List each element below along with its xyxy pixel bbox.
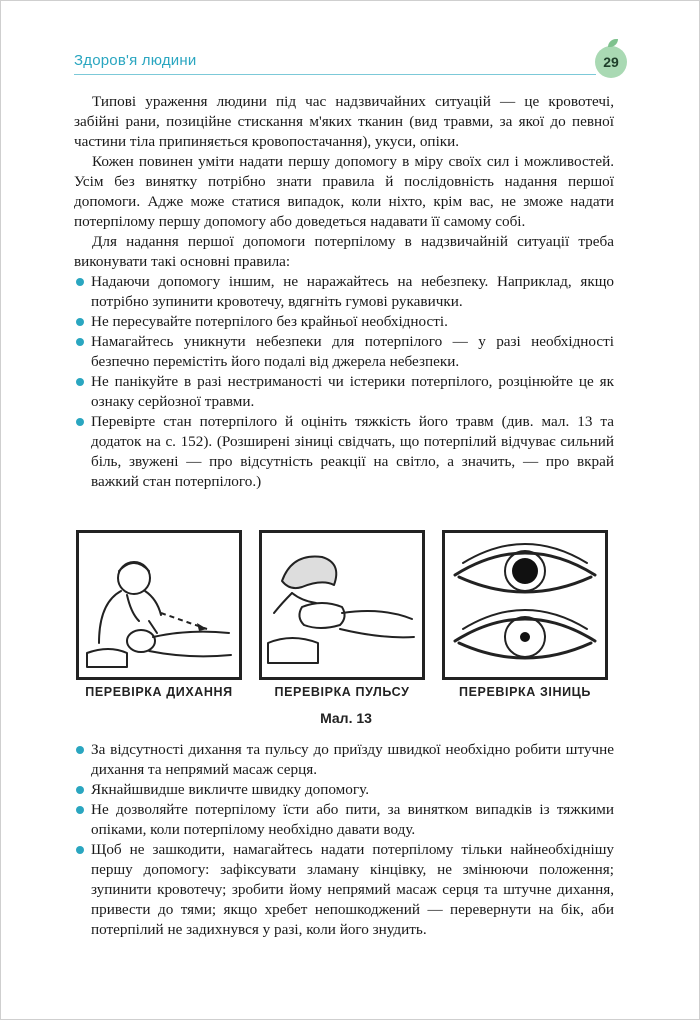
bullet-icon <box>76 378 84 386</box>
eyes-icon <box>445 533 605 677</box>
bullet-icon <box>76 418 84 426</box>
paragraph: Кожен повинен уміти надати першу допомогу в міру своїх сил і можливостей. Усім без винятку потрібно знати правила й послідовність надання першої допомоги. Адже може статися випадок, коли ніхто, крім вас, не зможе надати потерпілому першу допомогу або доведеться надавати її самому собі. <box>74 153 614 230</box>
list-item: Щоб не зашкодити, намагайтесь надати потерпілому тільки найнеобхіднішу першу допомогу: зафіксувати зламану кінцівку, не змінюючи положення; зупинити кровотечу; зробити йому непрямий масаж серця та штучне дихання, привести до тями; якщо хребет непошкоджений — перевернути на бік, аби потерпілий не задихнувся у разі, коли його знудить. <box>74 840 614 940</box>
rules-list-continued <box>74 740 614 940</box>
bullet-icon <box>76 846 84 854</box>
breathing-check-icon <box>79 533 239 677</box>
breathing-check-illustration <box>76 530 242 680</box>
page-header <box>74 40 634 76</box>
list-item: Намагайтесь уникнути небезпеки для потерпілого — у разі необхідності безпечно перемістіть його подалі від джерела небезпеки. <box>74 332 614 372</box>
figure-13 <box>76 530 636 740</box>
list-item: Надаючи допомогу іншим, не наражайтесь на небезпеку. Наприклад, якщо потрібно зупинити кровотечу, вдягніть гумові рукавички. <box>74 272 614 312</box>
list-item: Перевірте стан потерпілого й оцініть тяжкість його травм (див. мал. 13 та додаток на с. 152). (Розширені зіниці свідчать, що потерпілий відчуває сильний біль, звужені — про відсутність реакції на світло, а значить, — про вкрай важкий стан потерпілого.) <box>74 412 614 492</box>
figure-label-breathing: ПЕРЕВІРКА ДИХАННЯ <box>85 685 233 699</box>
list-item: Якнайшвидше викличте швидку допомогу. <box>74 780 614 800</box>
pulse-check-illustration <box>259 530 425 680</box>
list-item: Не пересувайте потерпілого без крайньої необхідності. <box>74 312 614 332</box>
main-text <box>74 92 614 492</box>
bullet-icon <box>76 746 84 754</box>
pulse-check-icon <box>262 533 422 677</box>
paragraph: Для надання першої допомоги потерпілому в надзвичайній ситуації треба виконувати такі основні правила: <box>74 233 614 270</box>
page-number: 29 <box>603 54 619 70</box>
page-number-badge <box>595 46 627 78</box>
bullet-icon <box>76 318 84 326</box>
figure-caption: Мал. 13 <box>320 710 372 726</box>
list-item: Не панікуйте в разі нестриманості чи істерики потерпілого, розцінюйте це як ознаку серйозної травми. <box>74 372 614 412</box>
pupil-check-illustration <box>442 530 608 680</box>
header-divider <box>74 74 596 75</box>
main-text-continued <box>74 740 614 940</box>
bullet-icon <box>76 338 84 346</box>
bullet-icon <box>76 806 84 814</box>
figure-label-pupils: ПЕРЕВІРКА ЗІНИЦЬ <box>459 685 591 699</box>
list-item: За відсутності дихання та пульсу до приїзду швидкої необхідно робити штучне дихання та непрямий масаж серця. <box>74 740 614 780</box>
list-item: Не дозволяйте потерпілому їсти або пити, за винятком випадків із тяжкими опіками, коли потерпілому необхідно давати воду. <box>74 800 614 840</box>
figure-label-pulse: ПЕРЕВІРКА ПУЛЬСУ <box>274 685 410 699</box>
section-title: Здоров'я людини <box>74 52 197 69</box>
leaf-icon <box>608 39 618 47</box>
rules-list <box>74 272 614 492</box>
paragraph: Типові ураження людини під час надзвичайних ситуацій — це кровотечі, забійні рани, позиційне стискання м'яких тканин (вид травми, за якої до певної частини тіла припиняється кровопостачання), укуси, опіки. <box>74 93 614 150</box>
bullet-icon <box>76 278 84 286</box>
bullet-icon <box>76 786 84 794</box>
